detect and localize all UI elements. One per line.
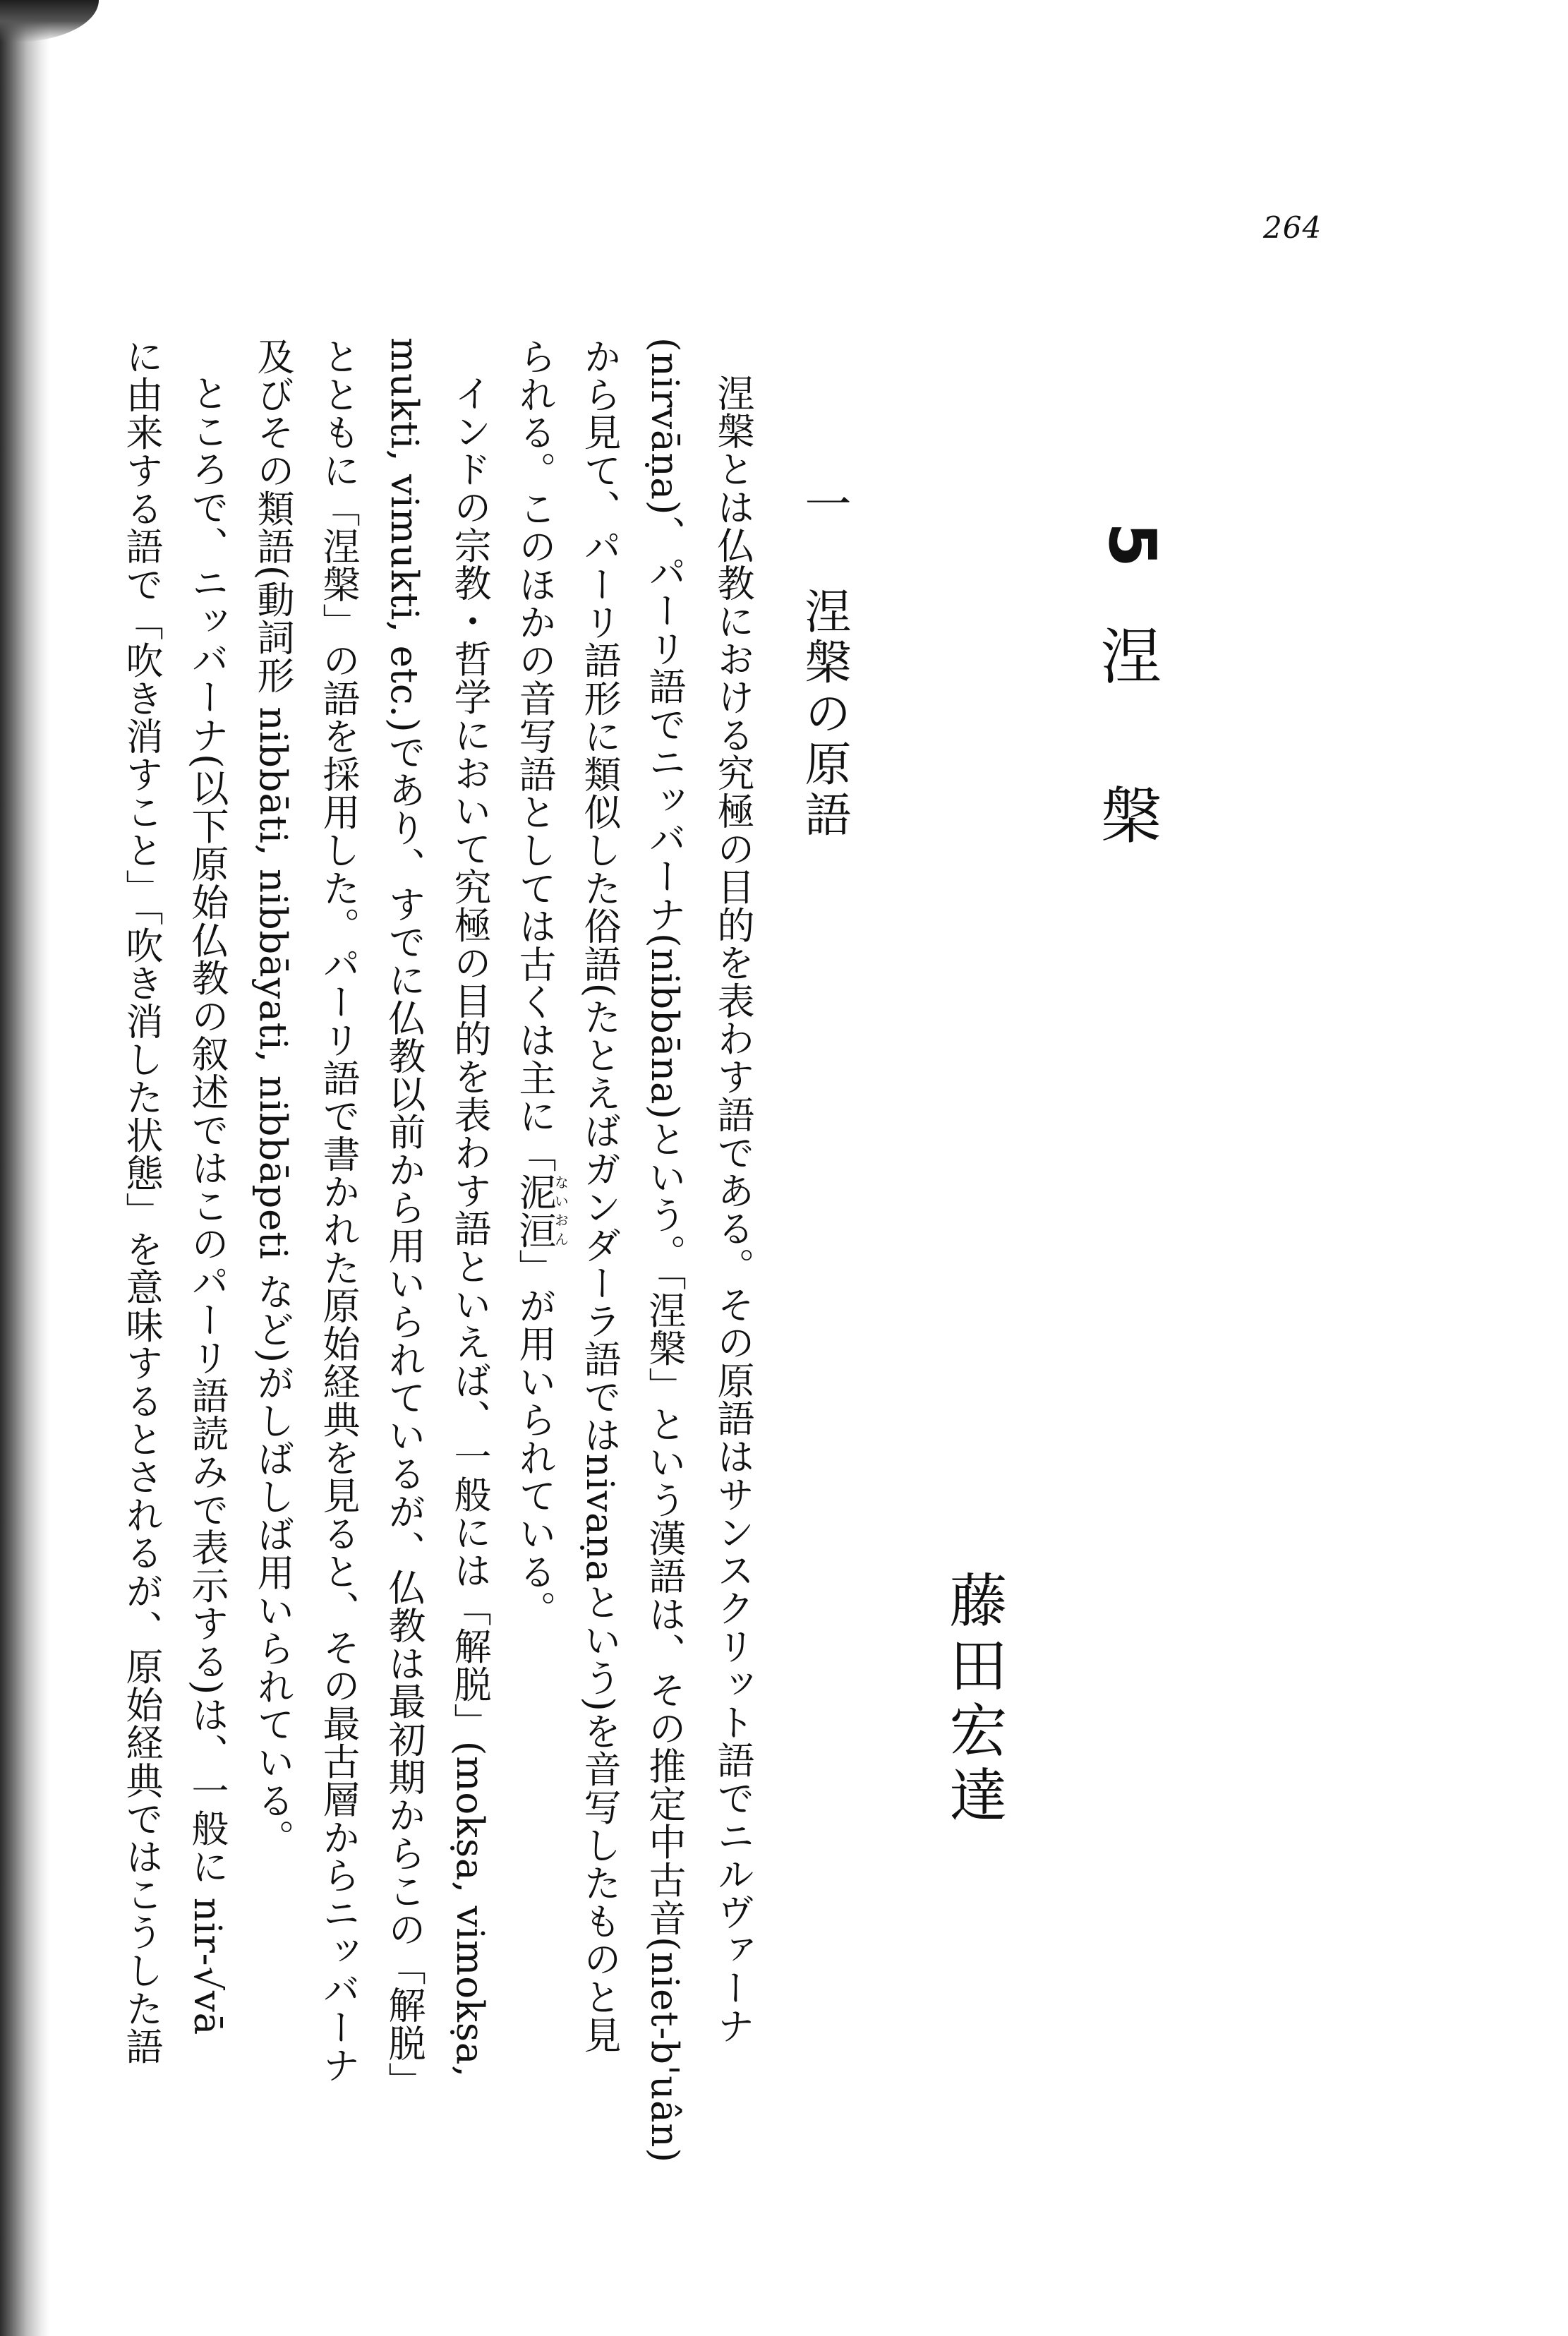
body-line: 涅槃とは仏教における究極の目的を表わす語である。その原語はサンスクリット語でニルヴァーナ <box>711 374 754 2045</box>
body-line-segment: られる。このほかの音写語としては古くは主に「 <box>513 337 556 1173</box>
scan-corner-shadow <box>0 0 99 42</box>
author-name: 藤田宏達 <box>940 1570 1007 1830</box>
section-title: 涅槃の原語 <box>797 587 851 841</box>
body-line: (nirvāṇa)、パーリ語でニッバーナ(nibbāna)という。「涅槃」という漢語は、その推定中古音(niet-b'uân) <box>643 337 686 2163</box>
section-heading <box>797 480 851 841</box>
body-line-segment: 」が用いられている。 <box>513 1248 556 1629</box>
body-line: ところで、ニッバーナ(以下原始仏教の叙述ではこのパーリ語読みで表示する)は、一般に nir-√vā <box>186 374 229 2036</box>
chapter-number: 5 <box>1094 522 1170 568</box>
section-number: 一 <box>797 480 851 531</box>
body-line: から見て、パーリ語形に類似した俗語(たとえばガンダーラ語ではnivaṇaという)を音写したものと見 <box>578 337 621 2054</box>
body-line: mukti, vimukti, etc.)であり、すでに仏教以前から用いられているが、仏教は最初期からこの「解脱」 <box>382 337 426 2100</box>
body-line: に由来する語で「吹き消すこと」「吹き消した状態」を意味するとされるが、原始経典ではこうした語 <box>120 337 163 2066</box>
scan-edge-shadow <box>0 0 49 2336</box>
ruby-text: 泥洹ないおん <box>513 1172 569 1249</box>
page-number: 264 <box>1263 210 1322 245</box>
body-line: 及びその類語(動詞形 nibbāti, nibbāyati, nibbāpeti など)がしばしば用いられている。 <box>251 337 294 1858</box>
chapter-title: 涅槃 <box>1090 625 1161 944</box>
body-line <box>513 337 569 1629</box>
body-line: インドの宗教・哲学において究極の目的を表わす語といえば、一般には「解脱」(mokṣa, vimokṣa, <box>448 374 491 2078</box>
body-line: とともに「涅槃」の語を採用した。パーリ語で書かれた原始経典を見ると、その最古層からニッバーナ <box>317 337 360 2084</box>
